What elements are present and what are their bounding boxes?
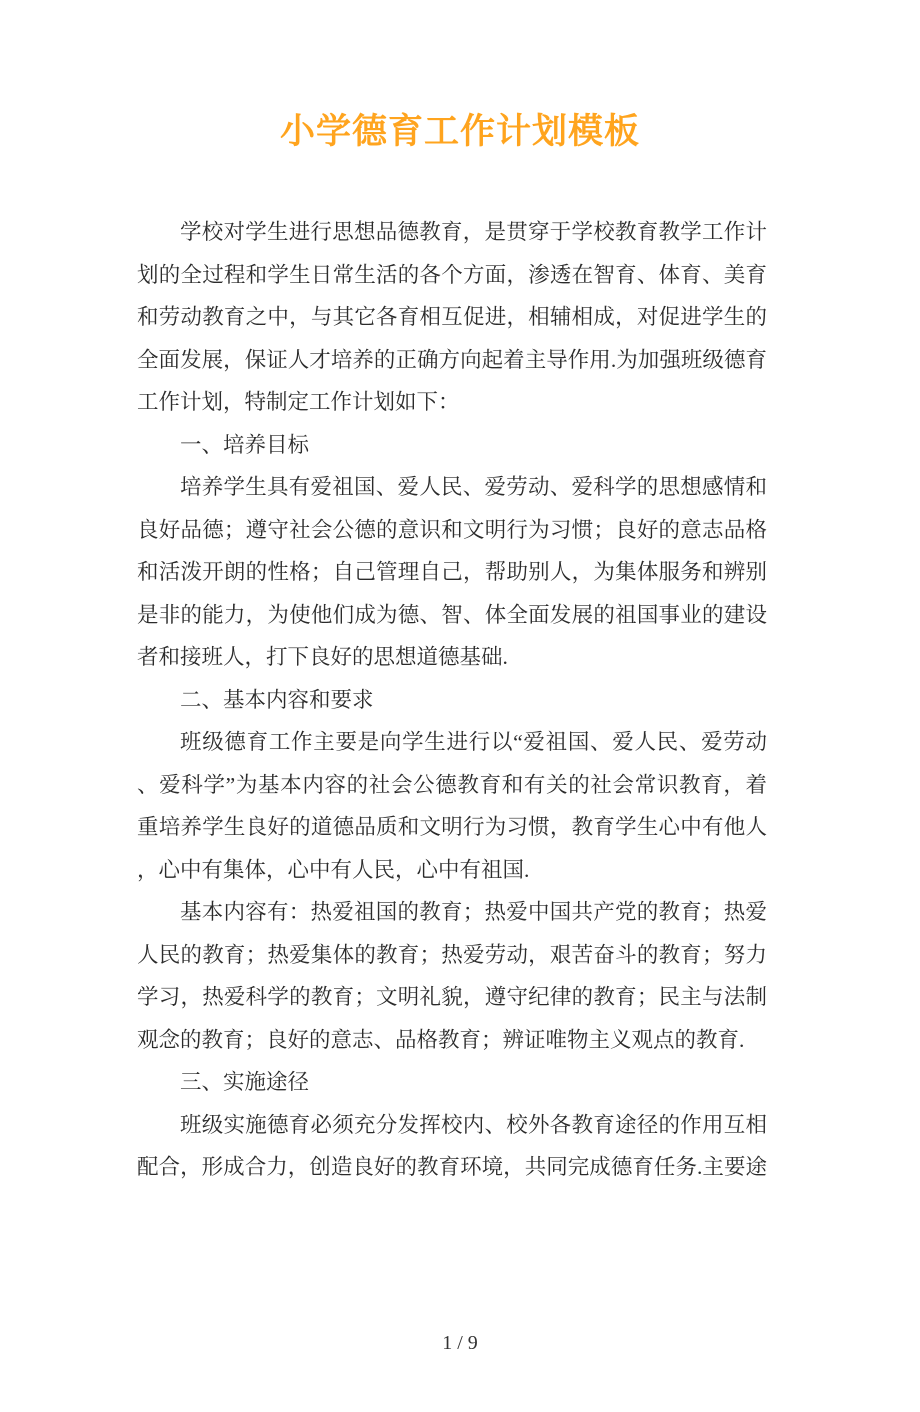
text-line: 基本内容有：热爱祖国的教育；热爱中国共产党的教育；热爱 [180, 900, 767, 924]
text-line: 班级德育工作主要是向学生进行以“爱祖国、爱人民、爱劳动 [180, 730, 767, 754]
text-line: 工作计划，特制定工作计划如下： [137, 390, 460, 414]
section-heading: 二、基本内容和要求 [180, 687, 374, 712]
text-line: 和劳动教育之中，与其它各育相互促进，相辅相成，对促进学生的 [137, 305, 767, 329]
text-line: 是非的能力，为使他们成为德、智、体全面发展的祖国事业的建设 [137, 602, 767, 627]
text-line: 学校对学生进行思想品德教育，是贯穿于学校教育教学工作计 [180, 220, 767, 244]
text-line: 人民的教育；热爱集体的教育；热爱劳动，艰苦奋斗的教育；努力 [137, 942, 767, 967]
text-line: 观念的教育；良好的意志、品格教育；辨证唯物主义观点的教育. [137, 1027, 745, 1052]
section-heading: 一、培养目标 [180, 432, 310, 457]
page-footer [0, 1332, 920, 1355]
text-line: ，心中有集体，心中有人民，心中有祖国. [137, 857, 530, 882]
text-line: 划的全过程和学生日常生活的各个方面，渗透在智育、体育、美育 [137, 262, 767, 287]
text-line: 全面发展，保证人才培养的正确方向起着主导作用.为加强班级德育 [137, 347, 767, 372]
section-heading: 三、实施途径 [180, 1070, 310, 1094]
document-page [0, 110, 920, 1412]
document-body [137, 211, 767, 1189]
text-line: 学习，热爱科学的教育；文明礼貌，遵守纪律的教育；民主与法制 [137, 985, 767, 1009]
text-line: 和活泼开朗的性格；自己管理自己，帮助别人，为集体服务和辨别 [137, 560, 767, 584]
text-line: 、爱科学”为基本内容的社会公德教育和有关的社会常识教育，着 [137, 772, 767, 797]
text-line: 重培养学生良好的道德品质和文明行为习惯，教育学生心中有他人 [137, 815, 767, 839]
text-line: 班级实施德育必须充分发挥校内、校外各教育途径的作用互相 [180, 1112, 767, 1137]
text-line: 者和接班人，打下良好的思想道德基础. [137, 645, 508, 669]
text-line: 良好品德；遵守社会公德的意识和文明行为习惯；良好的意志品格 [137, 517, 767, 542]
text-line: 配合，形成合力，创造良好的教育环境，共同完成德育任务.主要途 [137, 1155, 767, 1179]
text-line: 培养学生具有爱祖国、爱人民、爱劳动、爱科学的思想感情和 [180, 475, 767, 499]
page-number: 1 / 9 [442, 1332, 478, 1354]
document-title: 小学德育工作计划模板 [279, 112, 640, 151]
